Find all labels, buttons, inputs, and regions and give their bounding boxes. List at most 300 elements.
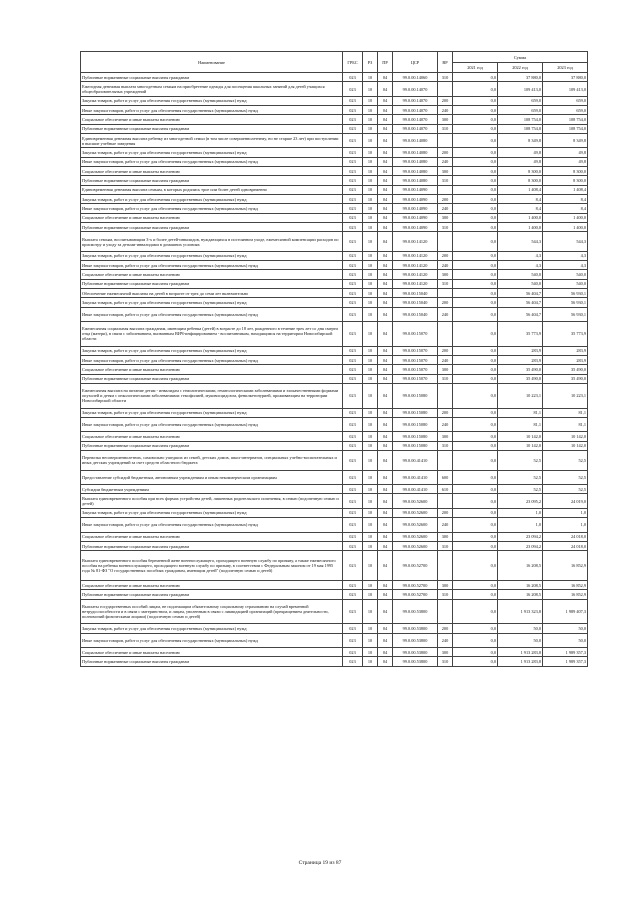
row-rz: 10 bbox=[363, 134, 378, 148]
row-amount-2021: 0,0 bbox=[453, 289, 498, 298]
row-amount-2021: 0,0 bbox=[453, 599, 498, 624]
row-amount-2021: 0,0 bbox=[453, 633, 498, 647]
row-csr: 99.0.00.14120 bbox=[393, 232, 438, 252]
row-amount-2021: 0,0 bbox=[453, 73, 498, 82]
row-rz: 10 bbox=[363, 408, 378, 417]
row-amount-2022: 4,3 bbox=[498, 251, 543, 260]
row-pr: 04 bbox=[378, 176, 393, 185]
row-rz: 10 bbox=[363, 508, 378, 517]
table-row bbox=[81, 508, 588, 517]
row-vr: 240 bbox=[438, 307, 453, 321]
row-pr: 04 bbox=[378, 106, 393, 115]
row-amount-2022: 23 094,2 bbox=[498, 541, 543, 550]
row-amount-2023: 4,3 bbox=[543, 261, 588, 270]
row-csr: 99.0.00.14090 bbox=[393, 195, 438, 204]
row-amount-2021: 0,0 bbox=[453, 485, 498, 494]
row-amount-2023: 1 408,4 bbox=[543, 185, 588, 194]
row-amount-2022: 10 142,0 bbox=[498, 432, 543, 441]
row-csr: 99.0.00.14070 bbox=[393, 82, 438, 96]
row-amount-2021: 0,0 bbox=[453, 580, 498, 589]
row-grbs: 023 bbox=[343, 580, 363, 589]
row-vr: 310 bbox=[438, 73, 453, 82]
table-row bbox=[81, 298, 588, 307]
row-name: Иные закупки товаров, работ и услуг для обеспечения государственных (муниципальных) нужд bbox=[81, 157, 343, 166]
row-vr: 200 bbox=[438, 408, 453, 417]
row-vr bbox=[438, 134, 453, 148]
row-grbs: 023 bbox=[343, 408, 363, 417]
header-grbs: ГРБС bbox=[343, 52, 363, 73]
row-amount-2021: 0,0 bbox=[453, 322, 498, 347]
row-amount-2022: 1 913 323,8 bbox=[498, 599, 543, 624]
row-rz: 10 bbox=[363, 580, 378, 589]
row-amount-2023: 56 930,1 bbox=[543, 307, 588, 321]
row-csr: 99.0.00.52600 bbox=[393, 508, 438, 517]
row-grbs: 023 bbox=[343, 185, 363, 194]
row-pr: 04 bbox=[378, 541, 393, 550]
row-amount-2022: 35 490,0 bbox=[498, 374, 543, 383]
row-pr: 04 bbox=[378, 384, 393, 409]
row-name: Выплата единовременного пособия беременной жене военнослужащего, проходящего военную службу по призыву, а также ежемесячного пособия на ребенка военнослужащего, проходящего военную службу по призыву, в соответствии с Федеральным законом от 19 мая 1995 года № 81-ФЗ "О государственных пособиях гражданам, имеющим детей" (подопечную семью и детей) bbox=[81, 551, 343, 581]
row-pr: 04 bbox=[378, 374, 393, 383]
row-pr: 04 bbox=[378, 322, 393, 347]
row-grbs: 023 bbox=[343, 657, 363, 666]
row-csr: 99.0.00.14120 bbox=[393, 251, 438, 260]
row-grbs: 023 bbox=[343, 176, 363, 185]
row-amount-2021: 0,0 bbox=[453, 261, 498, 270]
row-rz: 10 bbox=[363, 213, 378, 222]
row-vr bbox=[438, 551, 453, 581]
row-rz: 10 bbox=[363, 96, 378, 105]
row-pr: 04 bbox=[378, 222, 393, 231]
table-row bbox=[81, 374, 588, 383]
row-vr: 310 bbox=[438, 590, 453, 599]
row-pr: 04 bbox=[378, 289, 393, 298]
row-grbs: 023 bbox=[343, 599, 363, 624]
row-amount-2022: 1 913 283,8 bbox=[498, 657, 543, 666]
row-csr: 99.0.00.52700 bbox=[393, 551, 438, 581]
row-amount-2023: 49,8 bbox=[543, 157, 588, 166]
table-row bbox=[81, 356, 588, 365]
row-rz: 10 bbox=[363, 232, 378, 252]
row-amount-2022: 49,8 bbox=[498, 148, 543, 157]
row-csr: 99.0.00.53800 bbox=[393, 624, 438, 633]
row-amount-2022: 16 208,5 bbox=[498, 590, 543, 599]
row-pr: 04 bbox=[378, 124, 393, 133]
row-grbs: 023 bbox=[343, 195, 363, 204]
row-amount-2021: 0,0 bbox=[453, 251, 498, 260]
row-amount-2023: 35 490,0 bbox=[543, 365, 588, 374]
row-csr: 99.0.00.15080 bbox=[393, 418, 438, 432]
row-amount-2023: 49,8 bbox=[543, 148, 588, 157]
row-amount-2023: 8 349,8 bbox=[543, 134, 588, 148]
row-rz: 10 bbox=[363, 541, 378, 550]
row-rz: 10 bbox=[363, 551, 378, 581]
row-pr: 04 bbox=[378, 73, 393, 82]
row-amount-2023: 1 989 407,3 bbox=[543, 599, 588, 624]
row-vr: 240 bbox=[438, 418, 453, 432]
table-row bbox=[81, 590, 588, 599]
row-grbs: 023 bbox=[343, 82, 363, 96]
row-amount-2021: 0,0 bbox=[453, 470, 498, 484]
row-name: Закупка товаров, работ и услуг для обеспечения государственных (муниципальных) нужд bbox=[81, 251, 343, 260]
row-grbs: 023 bbox=[343, 289, 363, 298]
row-grbs: 023 bbox=[343, 251, 363, 260]
row-vr bbox=[438, 185, 453, 194]
row-csr: 99.0.00.15040 bbox=[393, 289, 438, 298]
table-row bbox=[81, 580, 588, 589]
row-amount-2022: 52,5 bbox=[498, 470, 543, 484]
row-name: Публичные нормативные социальные выплаты гражданам bbox=[81, 374, 343, 383]
row-amount-2021: 0,0 bbox=[453, 432, 498, 441]
row-amount-2022: 16 208,5 bbox=[498, 551, 543, 581]
row-csr: 99.0.00.15080 bbox=[393, 384, 438, 409]
row-vr: 200 bbox=[438, 96, 453, 105]
row-grbs: 023 bbox=[343, 494, 363, 508]
row-grbs: 023 bbox=[343, 124, 363, 133]
row-name: Закупка товаров, работ и услуг для обеспечения государственных (муниципальных) нужд bbox=[81, 408, 343, 417]
row-grbs: 023 bbox=[343, 134, 363, 148]
row-amount-2021: 0,0 bbox=[453, 176, 498, 185]
row-name: Закупка товаров, работ и услуг для обеспечения государственных (муниципальных) нужд bbox=[81, 148, 343, 157]
row-amount-2022: 56 404,7 bbox=[498, 307, 543, 321]
row-amount-2021: 0,0 bbox=[453, 185, 498, 194]
row-pr: 04 bbox=[378, 551, 393, 581]
row-rz: 10 bbox=[363, 289, 378, 298]
row-vr: 300 bbox=[438, 213, 453, 222]
row-name: Ежегодная денежная выплата многодетным семьям на приобретение одежды для посещения школьных занятий для детей учащихся общеобразовательных учреждений bbox=[81, 82, 343, 96]
row-amount-2022: 52,5 bbox=[498, 485, 543, 494]
row-name: Социальное обеспечение и иные выплаты населению bbox=[81, 365, 343, 374]
page-number: Страница 19 из 87 bbox=[298, 860, 342, 866]
row-pr: 04 bbox=[378, 432, 393, 441]
row-vr bbox=[438, 451, 453, 471]
row-rz: 10 bbox=[363, 251, 378, 260]
row-name: Иные закупки товаров, работ и услуг для обеспечения государственных (муниципальных) нужд bbox=[81, 307, 343, 321]
row-grbs: 023 bbox=[343, 298, 363, 307]
row-rz: 10 bbox=[363, 204, 378, 213]
row-amount-2023: 659,0 bbox=[543, 96, 588, 105]
row-amount-2021: 0,0 bbox=[453, 441, 498, 450]
row-amount-2022: 1 400,0 bbox=[498, 222, 543, 231]
row-csr: 99.0.00.52600 bbox=[393, 494, 438, 508]
row-grbs: 023 bbox=[343, 418, 363, 432]
row-amount-2022: 540,0 bbox=[498, 270, 543, 279]
row-csr: 99.0.00.14070 bbox=[393, 106, 438, 115]
row-vr bbox=[438, 322, 453, 347]
row-csr: 99.0.00.14080 bbox=[393, 176, 438, 185]
row-amount-2023: 52,5 bbox=[543, 485, 588, 494]
row-amount-2022: 16 208,5 bbox=[498, 580, 543, 589]
row-name: Социальное обеспечение и иные выплаты населению bbox=[81, 580, 343, 589]
row-name: Социальное обеспечение и иные выплаты населению bbox=[81, 115, 343, 124]
row-grbs: 023 bbox=[343, 365, 363, 374]
row-amount-2023: 81,1 bbox=[543, 408, 588, 417]
row-pr: 04 bbox=[378, 508, 393, 517]
row-grbs: 023 bbox=[343, 213, 363, 222]
row-amount-2021: 0,0 bbox=[453, 365, 498, 374]
table-row bbox=[81, 73, 588, 82]
row-vr: 300 bbox=[438, 580, 453, 589]
row-pr: 04 bbox=[378, 580, 393, 589]
row-csr: 99.0.00.14070 bbox=[393, 96, 438, 105]
row-amount-2023: 10 142,0 bbox=[543, 432, 588, 441]
row-amount-2023: 8 300,0 bbox=[543, 167, 588, 176]
row-grbs: 023 bbox=[343, 270, 363, 279]
row-rz: 10 bbox=[363, 124, 378, 133]
table-row bbox=[81, 322, 588, 347]
row-vr: 310 bbox=[438, 124, 453, 133]
row-grbs: 023 bbox=[343, 590, 363, 599]
header-year-2023: 2023 год bbox=[543, 63, 588, 73]
row-amount-2022: 81,1 bbox=[498, 408, 543, 417]
row-grbs: 023 bbox=[343, 157, 363, 166]
row-amount-2022: 108 754,0 bbox=[498, 124, 543, 133]
row-name: Иные закупки товаров, работ и услуг для обеспечения государственных (муниципальных) нужд bbox=[81, 261, 343, 270]
row-csr: 99.0.00.14090 bbox=[393, 204, 438, 213]
table-row bbox=[81, 451, 588, 471]
header-year-2022: 2022 год bbox=[498, 63, 543, 73]
budget-table bbox=[80, 51, 588, 667]
row-amount-2023: 1,0 bbox=[543, 518, 588, 532]
table-row bbox=[81, 204, 588, 213]
row-amount-2021: 0,0 bbox=[453, 551, 498, 581]
row-rz: 10 bbox=[363, 624, 378, 633]
row-amount-2022: 4,3 bbox=[498, 261, 543, 270]
row-pr: 04 bbox=[378, 185, 393, 194]
row-amount-2021: 0,0 bbox=[453, 106, 498, 115]
row-rz: 10 bbox=[363, 451, 378, 471]
table-row bbox=[81, 185, 588, 194]
row-pr: 04 bbox=[378, 157, 393, 166]
row-amount-2023: 1 989 357,3 bbox=[543, 657, 588, 666]
row-rz: 10 bbox=[363, 374, 378, 383]
table-row bbox=[81, 307, 588, 321]
row-csr: 99.0.00.41410 bbox=[393, 485, 438, 494]
row-amount-2021: 0,0 bbox=[453, 298, 498, 307]
row-pr: 04 bbox=[378, 251, 393, 260]
row-amount-2021: 0,0 bbox=[453, 307, 498, 321]
table-row bbox=[81, 270, 588, 279]
row-amount-2021: 0,0 bbox=[453, 124, 498, 133]
row-csr: 99.0.00.15070 bbox=[393, 346, 438, 355]
row-rz: 10 bbox=[363, 590, 378, 599]
row-pr: 04 bbox=[378, 213, 393, 222]
row-amount-2023: 8,4 bbox=[543, 204, 588, 213]
row-pr: 04 bbox=[378, 485, 393, 494]
row-amount-2021: 0,0 bbox=[453, 82, 498, 96]
row-amount-2023: 16 852,9 bbox=[543, 590, 588, 599]
row-pr: 04 bbox=[378, 418, 393, 432]
row-name: Единовременная денежная выплата ребенку из многодетной семьи (в том числе совершеннолетнему, но не старше 23 лет) при поступлении в высшие учебные заведения bbox=[81, 134, 343, 148]
row-amount-2023: 108 754,0 bbox=[543, 115, 588, 124]
row-vr: 200 bbox=[438, 508, 453, 517]
table-row bbox=[81, 251, 588, 260]
row-amount-2023: 10 142,0 bbox=[543, 441, 588, 450]
row-amount-2021: 0,0 bbox=[453, 532, 498, 541]
row-grbs: 023 bbox=[343, 532, 363, 541]
row-csr: 99.0.00.52600 bbox=[393, 541, 438, 550]
row-rz: 10 bbox=[363, 365, 378, 374]
row-pr: 04 bbox=[378, 167, 393, 176]
row-pr: 04 bbox=[378, 532, 393, 541]
row-amount-2021: 0,0 bbox=[453, 356, 498, 365]
row-csr: 99.0.00.14080 bbox=[393, 167, 438, 176]
row-name: Публичные нормативные социальные выплаты гражданам bbox=[81, 657, 343, 666]
row-vr bbox=[438, 384, 453, 409]
row-name: Закупка товаров, работ и услуг для обеспечения государственных (муниципальных) нужд bbox=[81, 508, 343, 517]
row-pr: 04 bbox=[378, 470, 393, 484]
table-row bbox=[81, 418, 588, 432]
row-amount-2023: 10 223,1 bbox=[543, 384, 588, 409]
row-csr: 99.0.00.15070 bbox=[393, 365, 438, 374]
row-vr: 310 bbox=[438, 176, 453, 185]
row-pr: 04 bbox=[378, 82, 393, 96]
row-name: Иные закупки товаров, работ и услуг для обеспечения государственных (муниципальных) нужд bbox=[81, 633, 343, 647]
row-csr: 99.0.00.15070 bbox=[393, 374, 438, 383]
row-name: Предоставление субсидий бюджетным, автономным учреждениям и иным некоммерческим организациям bbox=[81, 470, 343, 484]
row-pr: 04 bbox=[378, 261, 393, 270]
row-amount-2021: 0,0 bbox=[453, 115, 498, 124]
row-amount-2023: 544,3 bbox=[543, 232, 588, 252]
row-csr: 99.0.00.53800 bbox=[393, 648, 438, 657]
row-amount-2021: 0,0 bbox=[453, 213, 498, 222]
row-amount-2021: 0,0 bbox=[453, 374, 498, 383]
row-csr: 99.0.00.14090 bbox=[393, 185, 438, 194]
row-pr: 04 bbox=[378, 408, 393, 417]
row-name: Публичные нормативные социальные выплаты гражданам bbox=[81, 279, 343, 288]
row-rz: 10 bbox=[363, 441, 378, 450]
row-vr: 240 bbox=[438, 261, 453, 270]
row-csr: 99.0.00.52600 bbox=[393, 532, 438, 541]
row-pr: 04 bbox=[378, 441, 393, 450]
row-csr: 99.0.00.53800 bbox=[393, 633, 438, 647]
table-row bbox=[81, 195, 588, 204]
row-rz: 10 bbox=[363, 384, 378, 409]
row-csr: 99.0.00.14120 bbox=[393, 279, 438, 288]
row-amount-2021: 0,0 bbox=[453, 451, 498, 471]
row-amount-2023: 50,0 bbox=[543, 624, 588, 633]
row-grbs: 023 bbox=[343, 307, 363, 321]
row-amount-2022: 659,0 bbox=[498, 106, 543, 115]
row-grbs: 023 bbox=[343, 261, 363, 270]
row-pr: 04 bbox=[378, 365, 393, 374]
row-csr: 99.0.00.14080 bbox=[393, 134, 438, 148]
row-pr: 04 bbox=[378, 270, 393, 279]
row-pr: 04 bbox=[378, 279, 393, 288]
row-grbs: 023 bbox=[343, 633, 363, 647]
row-amount-2023: 659,0 bbox=[543, 106, 588, 115]
row-vr: 310 bbox=[438, 374, 453, 383]
table-row bbox=[81, 222, 588, 231]
row-amount-2021: 0,0 bbox=[453, 518, 498, 532]
header-year-2021: 2021 год bbox=[453, 63, 498, 73]
table-row bbox=[81, 346, 588, 355]
row-vr: 310 bbox=[438, 441, 453, 450]
header-pr: ПР bbox=[378, 52, 393, 73]
row-amount-2022: 52,5 bbox=[498, 451, 543, 471]
row-name: Публичные нормативные социальные выплаты гражданам bbox=[81, 590, 343, 599]
row-amount-2022: 109 413,0 bbox=[498, 82, 543, 96]
row-amount-2023: 24 019,0 bbox=[543, 494, 588, 508]
table-row bbox=[81, 648, 588, 657]
row-rz: 10 bbox=[363, 261, 378, 270]
row-vr: 200 bbox=[438, 251, 453, 260]
table-row bbox=[81, 599, 588, 624]
table-row bbox=[81, 134, 588, 148]
row-csr: 99.0.00.14070 bbox=[393, 115, 438, 124]
row-rz: 10 bbox=[363, 222, 378, 231]
row-amount-2022: 540,0 bbox=[498, 279, 543, 288]
row-grbs: 023 bbox=[343, 485, 363, 494]
row-name: Социальное обеспечение и иные выплаты населению bbox=[81, 167, 343, 176]
table-row bbox=[81, 470, 588, 484]
row-vr: 240 bbox=[438, 518, 453, 532]
row-pr: 04 bbox=[378, 657, 393, 666]
row-name: Закупка товаров, работ и услуг для обеспечения государственных (муниципальных) нужд bbox=[81, 624, 343, 633]
row-amount-2022: 283,9 bbox=[498, 356, 543, 365]
row-amount-2022: 81,1 bbox=[498, 418, 543, 432]
row-amount-2023: 1 400,0 bbox=[543, 222, 588, 231]
row-amount-2023: 16 852,9 bbox=[543, 580, 588, 589]
row-amount-2021: 0,0 bbox=[453, 96, 498, 105]
table-row bbox=[81, 232, 588, 252]
row-amount-2023: 50,0 bbox=[543, 633, 588, 647]
row-rz: 10 bbox=[363, 73, 378, 82]
row-pr: 04 bbox=[378, 232, 393, 252]
row-amount-2022: 1,0 bbox=[498, 508, 543, 517]
row-amount-2022: 56 404,7 bbox=[498, 298, 543, 307]
row-pr: 04 bbox=[378, 195, 393, 204]
row-amount-2023: 4,3 bbox=[543, 251, 588, 260]
row-amount-2021: 0,0 bbox=[453, 494, 498, 508]
row-amount-2022: 283,9 bbox=[498, 346, 543, 355]
row-csr: 99.0.00.41410 bbox=[393, 470, 438, 484]
row-amount-2023: 52,5 bbox=[543, 470, 588, 484]
row-amount-2022: 1,0 bbox=[498, 518, 543, 532]
row-grbs: 023 bbox=[343, 451, 363, 471]
row-amount-2021: 0,0 bbox=[453, 384, 498, 409]
row-grbs: 023 bbox=[343, 148, 363, 157]
row-grbs: 023 bbox=[343, 356, 363, 365]
row-pr: 04 bbox=[378, 134, 393, 148]
row-csr: 99.0.00.15080 bbox=[393, 441, 438, 450]
row-grbs: 023 bbox=[343, 167, 363, 176]
row-vr bbox=[438, 232, 453, 252]
row-rz: 10 bbox=[363, 307, 378, 321]
row-rz: 10 bbox=[363, 148, 378, 157]
row-amount-2022: 108 754,0 bbox=[498, 115, 543, 124]
row-rz: 10 bbox=[363, 518, 378, 532]
row-csr: 99.0.00.14080 bbox=[393, 148, 438, 157]
table-row bbox=[81, 441, 588, 450]
row-csr: 99.0.00.14070 bbox=[393, 124, 438, 133]
row-amount-2021: 0,0 bbox=[453, 232, 498, 252]
row-rz: 10 bbox=[363, 106, 378, 115]
row-amount-2021: 0,0 bbox=[453, 346, 498, 355]
row-amount-2023: 24 018,0 bbox=[543, 532, 588, 541]
row-name: Публичные нормативные социальные выплаты гражданам bbox=[81, 222, 343, 231]
header-csr: ЦСР bbox=[393, 52, 438, 73]
row-amount-2022: 1 913 283,8 bbox=[498, 648, 543, 657]
table-row bbox=[81, 289, 588, 298]
table-row bbox=[81, 157, 588, 166]
row-grbs: 023 bbox=[343, 648, 363, 657]
row-name: Иные закупки товаров, работ и услуг для обеспечения государственных (муниципальных) нужд bbox=[81, 418, 343, 432]
row-grbs: 023 bbox=[343, 222, 363, 231]
row-grbs: 023 bbox=[343, 518, 363, 532]
row-name: Публичные нормативные социальные выплаты гражданам bbox=[81, 441, 343, 450]
row-vr: 240 bbox=[438, 106, 453, 115]
